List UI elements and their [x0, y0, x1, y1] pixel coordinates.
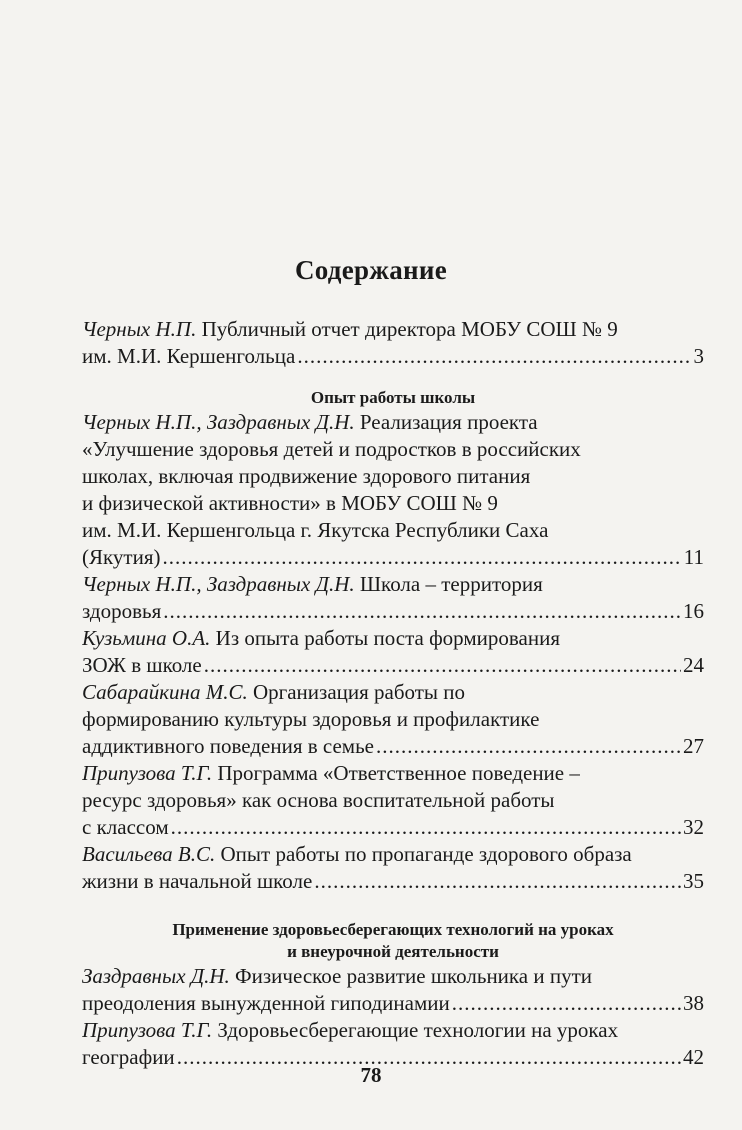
toc-page-number: 32 — [683, 815, 704, 839]
toc-line — [82, 409, 704, 436]
toc-author: Черных Н.П., Заздравных Д.Н. — [82, 410, 355, 434]
toc-text: с классом — [82, 815, 169, 839]
toc-entry — [82, 963, 704, 1017]
toc-line-leader — [82, 343, 704, 370]
toc-line-leader — [82, 733, 704, 760]
toc-entry — [82, 571, 704, 625]
toc-author: Припузова Т.Г. — [82, 761, 213, 785]
toc-text: географии — [82, 1045, 175, 1069]
toc-text: здоровья — [82, 599, 162, 623]
toc-entry — [82, 679, 704, 760]
toc-line — [82, 625, 704, 652]
toc-line — [82, 963, 704, 990]
toc-line: и физической активности» в МОБУ СОШ № 9 — [82, 491, 498, 515]
toc-text: Физическое развитие школьника и пути — [235, 964, 593, 988]
dot-leader — [297, 343, 691, 370]
toc-text: аддиктивного поведения в семье — [82, 734, 374, 758]
toc-line — [82, 841, 704, 868]
toc-line-leader — [82, 598, 704, 625]
toc-page-number: 24 — [683, 653, 704, 677]
toc-text: преодоления вынужденной гиподинамии — [82, 991, 450, 1015]
toc-line-leader — [82, 990, 704, 1017]
dot-leader — [204, 652, 681, 679]
toc-author: Кузьмина О.А. — [82, 626, 211, 650]
section-heading: Опыт работы школы — [310, 388, 476, 407]
toc-entry — [82, 841, 704, 895]
toc-line: формированию культуры здоровья и профилактике — [82, 707, 540, 731]
toc-text: им. М.И. Кершенгольца — [82, 344, 296, 368]
toc-author: Заздравных Д.Н. — [82, 964, 230, 988]
toc-text: Из опыта работы поста формирования — [215, 626, 560, 650]
toc-page-number: 38 — [683, 991, 704, 1015]
toc-line: ресурс здоровья» как основа воспитательной работы — [82, 788, 555, 812]
toc-entry — [82, 409, 704, 571]
toc-line-leader — [82, 814, 704, 841]
dot-leader — [314, 868, 681, 895]
toc-line — [82, 316, 704, 343]
dot-leader — [452, 990, 681, 1017]
toc-text: Здоровьесберегающие технологии на уроках — [217, 1018, 619, 1042]
table-of-contents — [82, 316, 704, 1071]
toc-line — [82, 679, 704, 706]
toc-page-number: 35 — [683, 869, 704, 893]
page-title: Содержание — [294, 255, 448, 285]
toc-text: Школа – территория — [359, 572, 543, 596]
toc-text: Опыт работы по пропаганде здорового образа — [220, 842, 632, 866]
toc-line — [82, 1017, 704, 1044]
section-heading: Применение здоровьесберегающих технологий на уроках — [172, 920, 614, 939]
toc-text: Публичный отчет директора МОБУ СОШ № 9 — [201, 317, 618, 341]
toc-page-number: 16 — [683, 599, 704, 623]
toc-author: Черных Н.П., Заздравных Д.Н. — [82, 572, 355, 596]
dot-leader — [376, 733, 681, 760]
toc-line-leader — [82, 544, 704, 571]
toc-line — [82, 760, 704, 787]
toc-page-number: 42 — [683, 1045, 704, 1069]
toc-text: (Якутия) — [82, 545, 161, 569]
toc-line — [82, 571, 704, 598]
toc-line: школах, включая продвижение здорового питания — [82, 464, 531, 488]
toc-page-number: 11 — [683, 545, 704, 569]
toc-entry — [82, 625, 704, 679]
toc-text: Программа «Ответственное поведение – — [217, 761, 580, 785]
page-number: 78 — [360, 1063, 382, 1087]
toc-author: Припузова Т.Г. — [82, 1018, 213, 1042]
toc-author: Черных Н.П. — [82, 317, 197, 341]
toc-line-leader — [82, 652, 704, 679]
dot-leader — [163, 598, 681, 625]
toc-line: им. М.И. Кершенгольца г. Якутска Республики Саха — [82, 518, 549, 542]
toc-entry — [82, 316, 704, 370]
toc-text: Реализация проекта — [359, 410, 538, 434]
toc-page-number: 27 — [683, 734, 704, 758]
toc-text: Организация работы по — [252, 680, 466, 704]
dot-leader — [171, 814, 681, 841]
toc-text: жизни в начальной школе — [82, 869, 313, 893]
section-heading: и внеурочной деятельности — [287, 942, 499, 961]
toc-text: ЗОЖ в школе — [82, 653, 202, 677]
toc-line-leader — [82, 868, 704, 895]
toc-author: Сабарайкина М.С. — [82, 680, 248, 704]
toc-entry — [82, 760, 704, 841]
toc-author: Васильева В.С. — [82, 842, 216, 866]
toc-page-number: 3 — [693, 344, 704, 368]
toc-line: «Улучшение здоровья детей и подростков в российских — [82, 437, 581, 461]
dot-leader — [162, 544, 681, 571]
